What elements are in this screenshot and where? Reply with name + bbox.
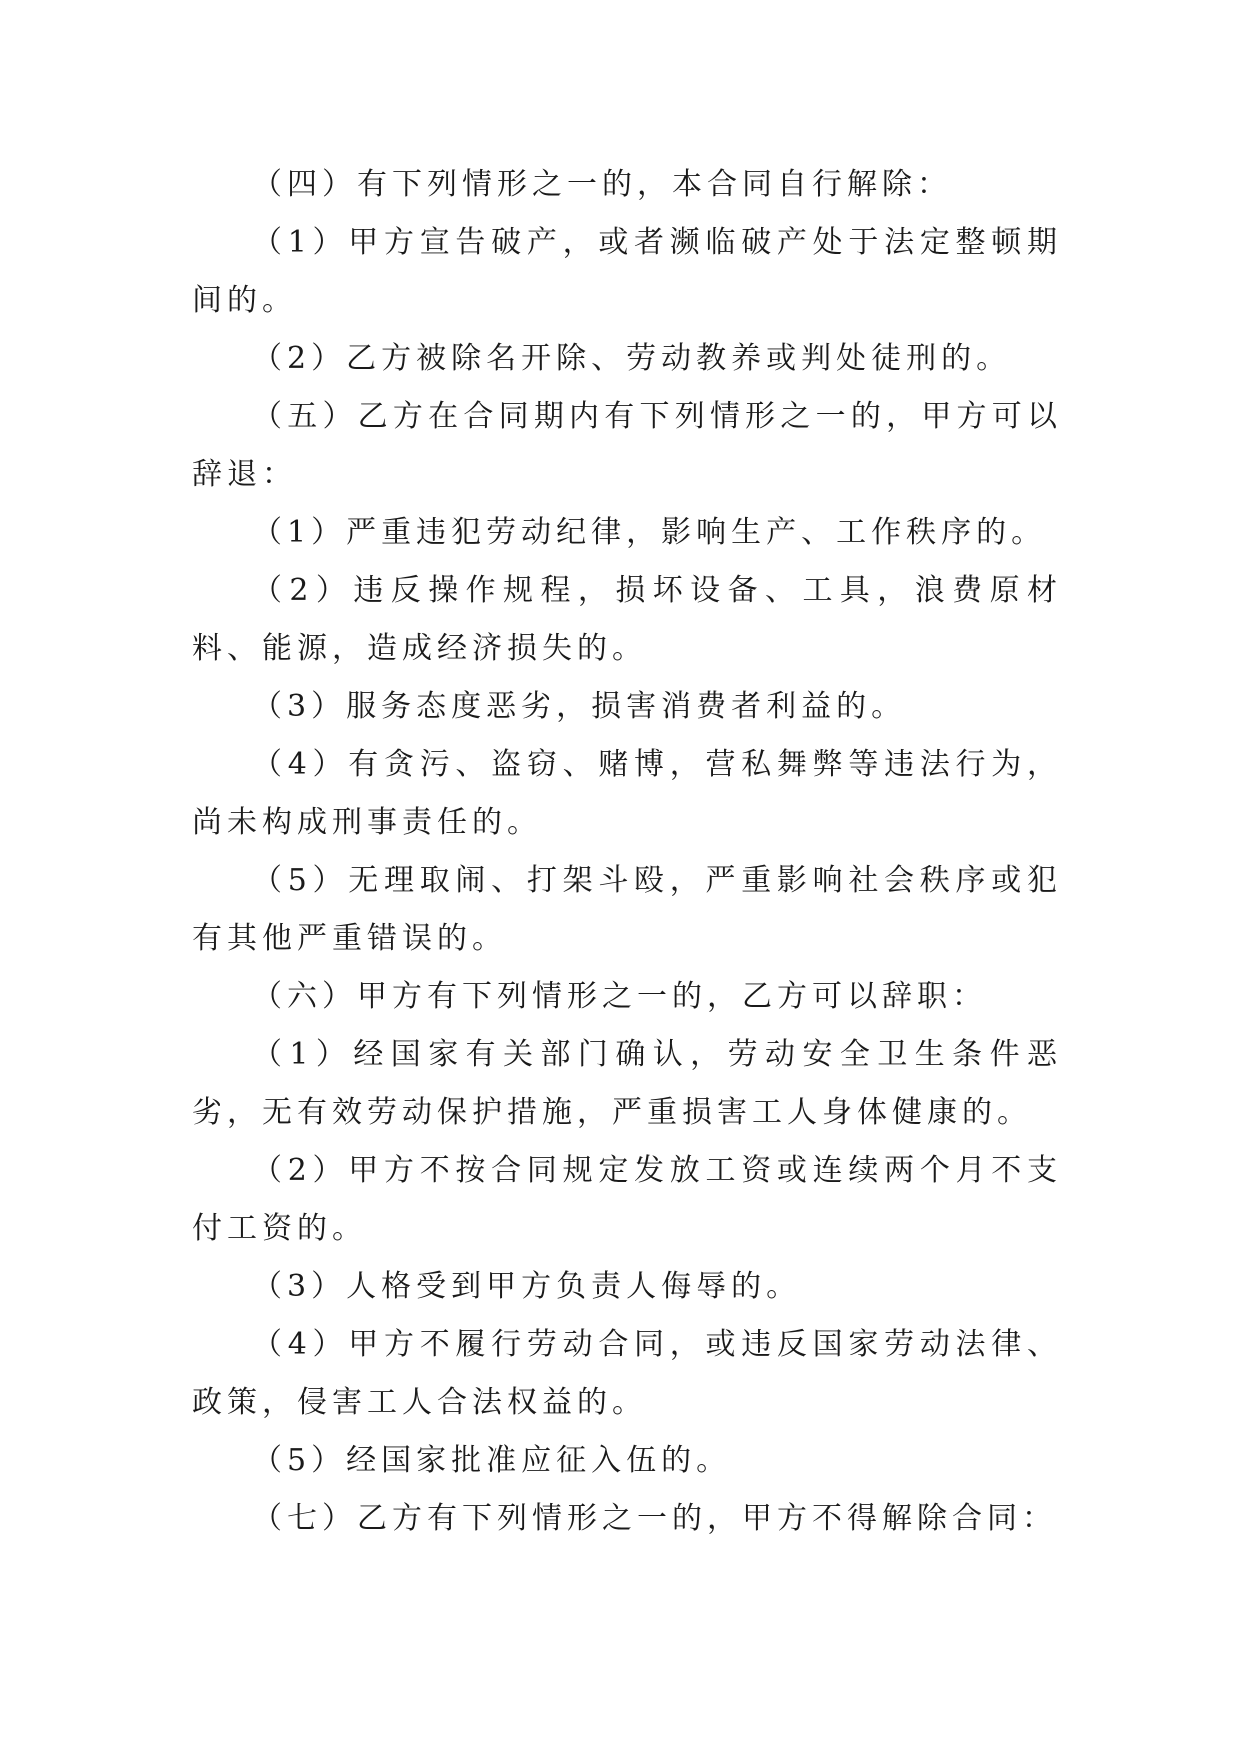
- paragraph-clause-6-item-2: （2）甲方不按合同规定发放工资或连续两个月不支付工资的。: [192, 1153, 1062, 1246]
- paragraph-clause-4-item-2: （2）乙方被除名开除、劳动教养或判处徒刑的。: [252, 341, 1012, 376]
- paragraph-clause-5-item-4: （4）有贪污、盗窃、赌博，营私舞弊等违法行为，尚未构成刑事责任的。: [192, 747, 1062, 840]
- paragraph-clause-5-item-5: （5）无理取闹、打架斗殴，严重影响社会秩序或犯有其他严重错误的。: [192, 863, 1062, 956]
- paragraph-clause-4-heading: （四）有下列情形之一的，本合同自行解除：: [252, 167, 952, 202]
- paragraph-clause-6-item-3: （3）人格受到甲方负责人侮辱的。: [252, 1269, 802, 1304]
- paragraph-clause-5-item-2: （2）违反操作规程，损坏设备、工具，浪费原材料、能源，造成经济损失的。: [192, 573, 1062, 666]
- paragraph-clause-5-item-3: （3）服务态度恶劣，损害消费者利益的。: [252, 689, 907, 724]
- paragraph-clause-6-heading: （六）甲方有下列情形之一的，乙方可以辞职：: [252, 979, 987, 1014]
- document-body: [192, 156, 1062, 1548]
- paragraph-clause-5-item-1: （1）严重违犯劳动纪律，影响生产、工作秩序的。: [252, 515, 1047, 550]
- paragraph-clause-6-item-5: （5）经国家批准应征入伍的。: [252, 1443, 732, 1478]
- paragraph-clause-5-heading: （五）乙方在合同期内有下列情形之一的，甲方可以辞退：: [192, 399, 1062, 492]
- paragraph-clause-7-heading: （七）乙方有下列情形之一的，甲方不得解除合同：: [252, 1501, 1057, 1536]
- paragraph-clause-4-item-1: （1）甲方宣告破产，或者濒临破产处于法定整顿期间的。: [192, 225, 1062, 318]
- paragraph-clause-6-item-4: （4）甲方不履行劳动合同，或违反国家劳动法律、政策，侵害工人合法权益的。: [192, 1327, 1062, 1420]
- paragraph-clause-6-item-1: （1）经国家有关部门确认，劳动安全卫生条件恶劣，无有效劳动保护措施，严重损害工人身体健康的。: [192, 1037, 1062, 1130]
